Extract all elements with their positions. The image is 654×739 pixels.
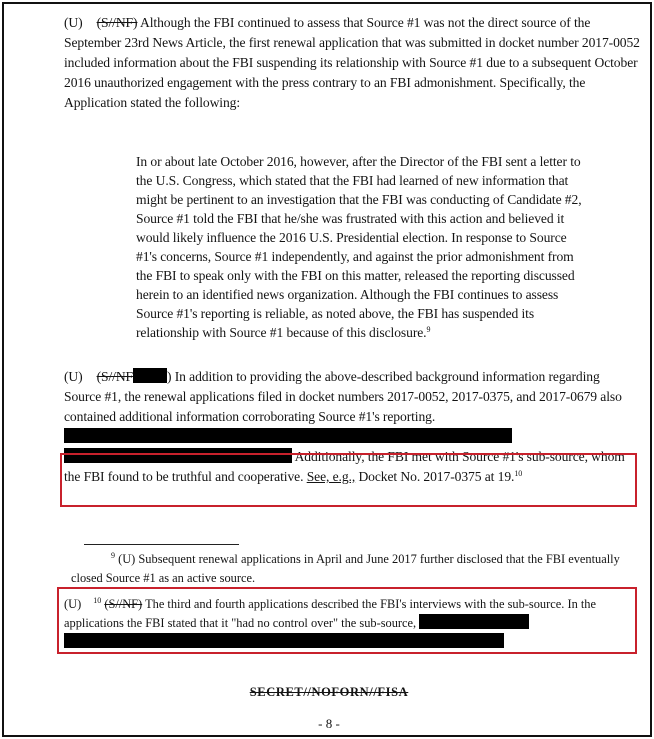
highlight-box-footnote-10: [57, 587, 637, 654]
classification-marking: (S//NF: [96, 369, 133, 384]
footnote-text: (U) Subsequent renewal applications in April and June 2017 further disclosed that the FBI eventually closed Source #1 as an active source.: [71, 552, 620, 585]
footnote-text: The third and fourth applications described the FBI's interviews with the sub-source. In the applications the FBI stated that it "had no control over" the sub-source,: [64, 597, 597, 630]
unclassified-marking: (U): [64, 15, 83, 30]
paragraph-source-suspension: [64, 13, 648, 113]
footnote-ref-10: 10: [514, 469, 523, 478]
highlight-box-sub-source: [60, 453, 637, 507]
citation: Docket No. 2017-0375 at 19.: [358, 469, 515, 484]
page-number: - 8 -: [318, 716, 340, 731]
footnote-number: 9: [111, 551, 115, 560]
redaction-bar: [64, 428, 512, 443]
unclassified-marking: (U): [64, 369, 83, 384]
paragraph-text-a: In addition to providing the above-described background information regarding Source #1, the renewal applications filed in docket numbers 2017-0052, 2017-0375, and 2017-0679 also contained additional information corroborating Source #1's reporting.: [64, 369, 622, 424]
footnote-number: 10: [93, 596, 102, 605]
quote-text: In or about late October 2016, however, after the Director of the FBI sent a letter to the U.S. Congress, which stated that the FBI had learned of new information that might be pertinent to an investigation that the FBI was conducting of Candidate #2, Source #1 told the FBI that he/she was frustrated with this action and believed it would likely influence the 2016 U.S. Presidential election. In response to Source #1's concerns, Source #1 independently, and against the prior admonishment from the FBI to speak only with the FBI on this matter, released the reporting discussed herein to an identified news organization. Although the FBI continues to assess Source #1's reporting is reliable, as noted above, the FBI has suspended its relationship with Source #1 because of this disclosure.: [136, 154, 582, 340]
footnote-divider: [84, 544, 239, 545]
paragraph-corroboration: (U) (S//NF ) In addition to providing the above-described background information regarding Source #1, the renewal applications filed in docket numbers 2017-0052, 2017-0375, and 2017-0679 also contained additional information corroborating Source #1's reporting. Additionally, the FBI met with Source #1's sub-source, whom the FBI found to be truthful and cooperative. See, e.g., Docket No. 2017-0375 at 19.10: [64, 369, 625, 484]
paragraph-text-b: Additionally, the FBI met with Source #1's sub-source, whom the FBI found to be truthful and cooperative.: [64, 449, 625, 484]
footnote-9: [71, 550, 631, 588]
redaction-bar: [133, 368, 167, 383]
block-quote: [136, 152, 588, 342]
classification-marking: (S//NF): [96, 15, 138, 30]
see-eg-signal: See, e.g.,: [306, 469, 356, 484]
classification-footer: SECRET//NOFORN//FISA: [249, 685, 409, 699]
unclassified-marking: (U): [64, 597, 82, 611]
paragraph-text: Although the FBI continued to assess that Source #1 was not the direct source of the September 23rd News Article, the first renewal application that was submitted in docket number 2017-0052 included information about the FBI suspending its relationship with Source #1 due to a subsequent October 2016 unauthorized engagement with the press contrary to an FBI admonishment. Specifically, the Application stated the following:: [64, 15, 640, 110]
document-page: [2, 2, 652, 737]
classification-marking: (S//NF): [104, 597, 143, 611]
footnote-ref-9: 9: [426, 325, 431, 334]
